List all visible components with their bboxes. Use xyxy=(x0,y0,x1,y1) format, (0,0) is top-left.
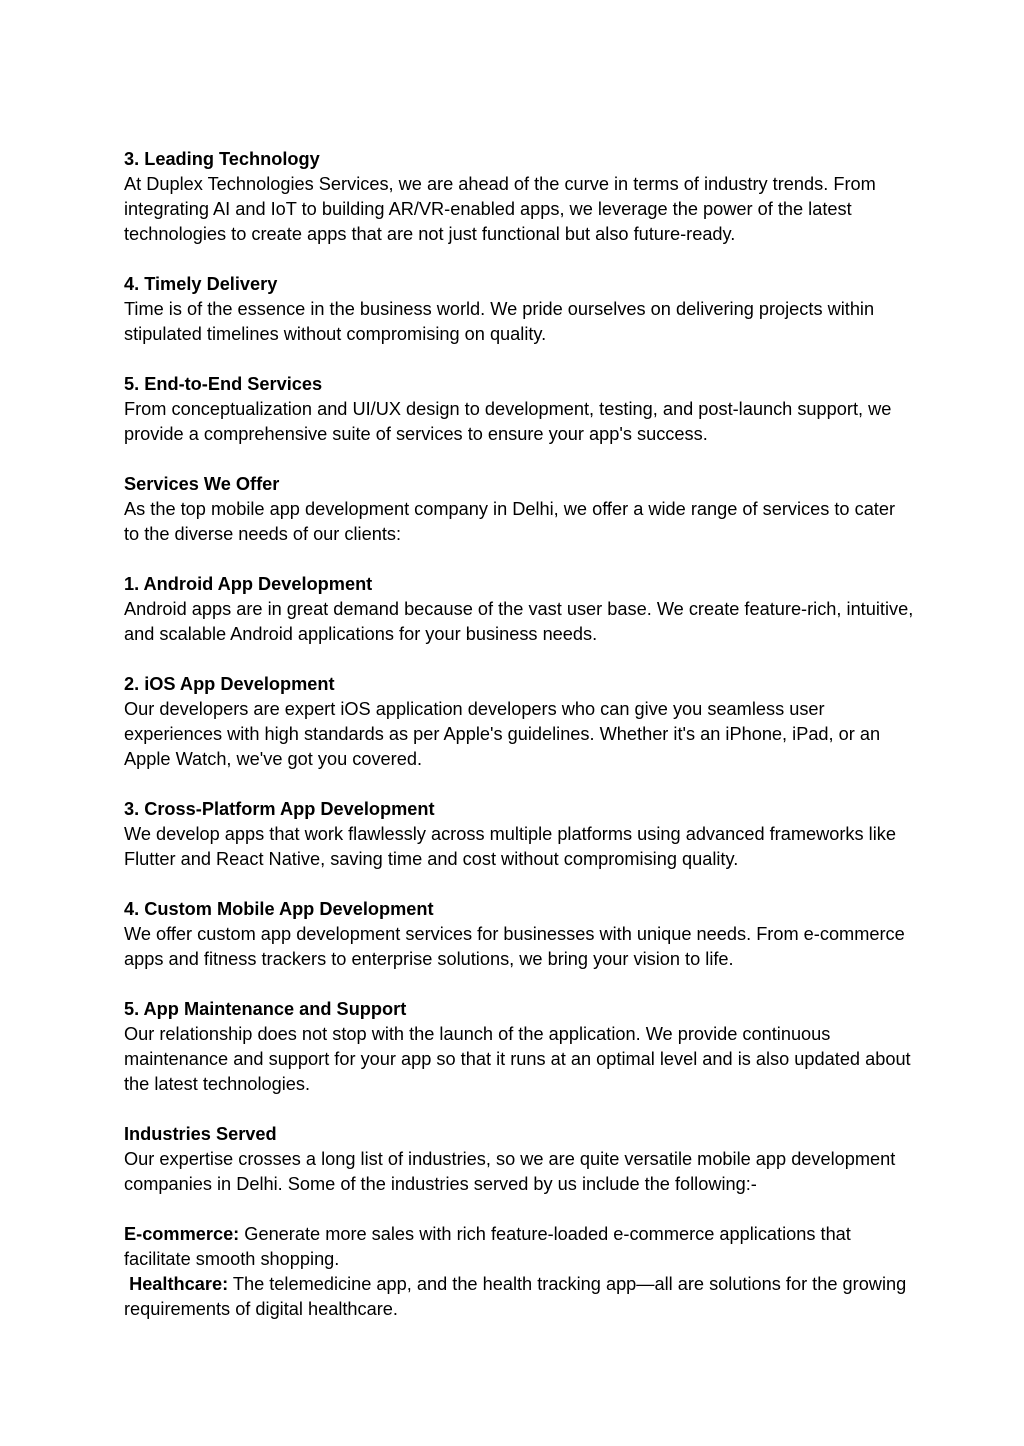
section-body: At Duplex Technologies Services, we are ahead of the curve in terms of industry trends. From integrating AI and IoT to building AR/VR-enabled apps, we leverage the power of the latest technologies to create apps that are not just functional but also future-ready. xyxy=(124,174,876,244)
industry-ecommerce xyxy=(124,1222,914,1272)
section-services-we-offer xyxy=(124,472,914,547)
section-body: As the top mobile app development company in Delhi, we offer a wide range of services to cater to the diverse needs of our clients: xyxy=(124,499,896,544)
section-heading: 3. Cross-Platform App Development xyxy=(124,799,435,819)
section-body: Time is of the essence in the business world. We pride ourselves on delivering projects within stipulated timelines without compromising on quality. xyxy=(124,299,875,344)
section-body: We offer custom app development services for businesses with unique needs. From e-commerce apps and fitness trackers to enterprise solutions, we bring your vision to life. xyxy=(124,924,905,969)
section-body: Our relationship does not stop with the launch of the application. We provide continuous maintenance and support for your app so that it runs at an optimal level and is also updated about the latest technologies. xyxy=(124,1024,911,1094)
section-heading: 4. Custom Mobile App Development xyxy=(124,899,434,919)
section-heading: Industries Served xyxy=(124,1124,277,1144)
section-app-maintenance-support xyxy=(124,997,914,1097)
industries-list xyxy=(124,1222,914,1322)
section-cross-platform-app-development xyxy=(124,797,914,872)
section-heading: 1. Android App Development xyxy=(124,574,373,594)
section-heading: 5. App Maintenance and Support xyxy=(124,999,407,1019)
section-industries-served xyxy=(124,1122,914,1197)
document-page xyxy=(124,147,914,1322)
section-android-app-development xyxy=(124,572,914,647)
section-custom-mobile-app-development xyxy=(124,897,914,972)
industry-name: Healthcare: xyxy=(124,1274,229,1294)
industry-description: The telemedicine app, and the health tracking app—all are solutions for the growing requirements of digital healthcare. xyxy=(124,1274,912,1319)
section-heading: Services We Offer xyxy=(124,474,280,494)
section-body: From conceptualization and UI/UX design to development, testing, and post-launch support, we provide a comprehensive suite of services to ensure your app's success. xyxy=(124,399,892,444)
section-body: We develop apps that work flawlessly across multiple platforms using advanced frameworks like Flutter and React Native, saving time and cost without compromising quality. xyxy=(124,824,896,869)
industry-description: Generate more sales with rich feature-loaded e-commerce applications that facilitate smooth shopping. xyxy=(124,1224,851,1269)
section-body: Android apps are in great demand because of the vast user base. We create feature-rich, intuitive, and scalable Android applications for your business needs. xyxy=(124,599,914,644)
section-heading: 4. Timely Delivery xyxy=(124,274,278,294)
section-body: Our expertise crosses a long list of industries, so we are quite versatile mobile app development companies in Delhi. Some of the industries served by us include the following:- xyxy=(124,1149,896,1194)
section-body: Our developers are expert iOS application developers who can give you seamless user experiences with high standards as per Apple's guidelines. Whether it's an iPhone, iPad, or an Apple Watch, we've got you covered. xyxy=(124,699,881,769)
industry-name: E-commerce: xyxy=(124,1224,240,1244)
section-heading: 3. Leading Technology xyxy=(124,149,320,169)
industry-healthcare xyxy=(124,1272,914,1322)
section-end-to-end-services xyxy=(124,372,914,447)
section-heading: 5. End-to-End Services xyxy=(124,374,323,394)
section-leading-technology xyxy=(124,147,914,247)
section-ios-app-development xyxy=(124,672,914,772)
section-timely-delivery xyxy=(124,272,914,347)
section-heading: 2. iOS App Development xyxy=(124,674,335,694)
